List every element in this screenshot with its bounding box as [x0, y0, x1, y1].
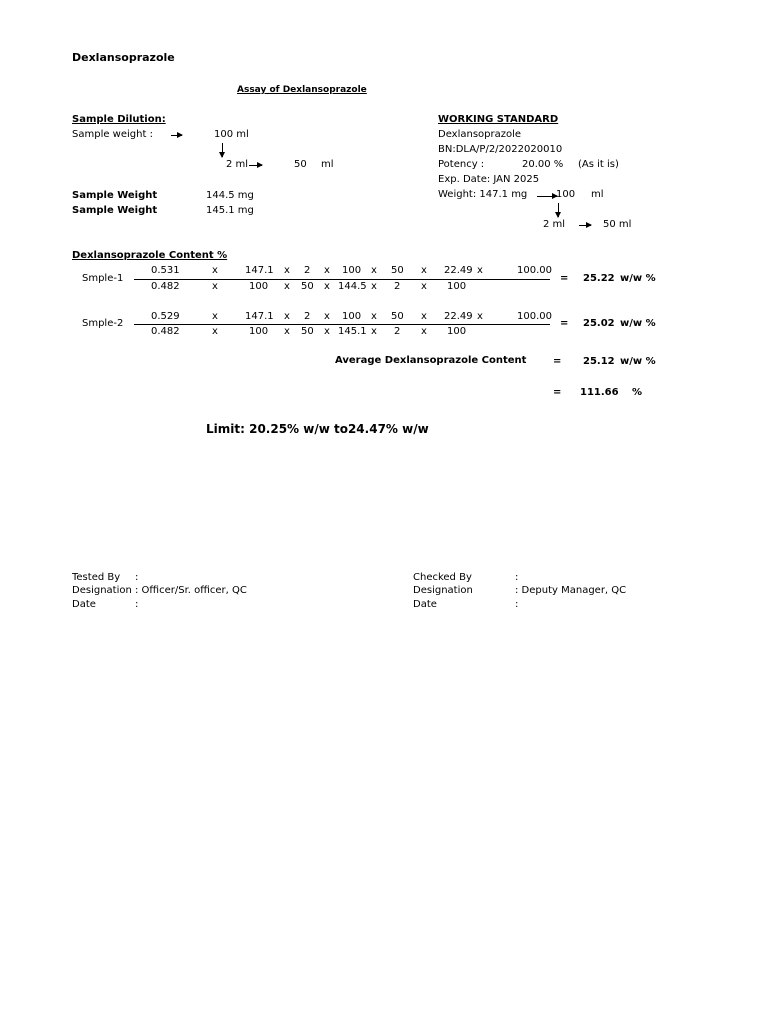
standard-final-volume: 50 ml [603, 219, 632, 230]
sample-1-denominator-term: 144.5 [338, 281, 367, 292]
sample-1-denominator-operator: x [421, 281, 427, 292]
tested-by-label: Tested By [72, 572, 121, 583]
product-name: Dexlansoprazole [72, 51, 175, 64]
sample-2-numerator-operator: x [371, 311, 377, 322]
checked-by-label: Checked By [413, 572, 472, 583]
sample-1-numerator-term: 50 [391, 265, 404, 276]
sample-2-numerator-term: 100 [342, 311, 362, 322]
working-standard-batch: BN:DLA/P/2/2022020010 [438, 144, 563, 155]
expiry-date: Exp. Date: JAN 2025 [438, 174, 540, 185]
sample-1-equals: = [560, 273, 569, 284]
sample-weight-1-value: 144.5 mg [206, 190, 254, 201]
sample-2-numerator-term: 50 [391, 311, 404, 322]
sample-2-denominator-term: 50 [301, 326, 314, 337]
sample-2-denominator-term: 100 [447, 326, 467, 337]
sample-1-numerator-operator: x [284, 265, 290, 276]
dilution-volume-2-unit: ml [321, 159, 334, 170]
sample-1-numerator-term: 22.49 [444, 265, 473, 276]
sample-weight-label: Sample weight : [72, 129, 153, 140]
tested-by-value: : [135, 572, 139, 583]
sample-weight-1-label: Sample Weight [72, 190, 158, 201]
sample-2-numerator-operator: x [284, 311, 290, 322]
arrow-right-icon [537, 196, 557, 197]
sample-1-result: 25.22 [583, 273, 615, 284]
sample-2-denominator-operator: x [324, 326, 330, 337]
sample-2-numerator-operator: x [421, 311, 427, 322]
sample-dilution-heading: Sample Dilution: [72, 114, 166, 125]
sample-2-label: Smple-2 [82, 318, 124, 329]
sample-1-numerator-term: 100.00 [517, 265, 552, 276]
sample-2-numerator-term: 147.1 [245, 311, 274, 322]
sample-2-unit: w/w % [620, 318, 656, 329]
sample-1-denominator-term: 50 [301, 281, 314, 292]
percent-equals: = [553, 387, 562, 398]
sample-1-label: Smple-1 [82, 273, 124, 284]
standard-aliquot: 2 ml [543, 219, 566, 230]
sample-1-numerator-term: 2 [304, 265, 311, 276]
sample-1-numerator-operator: x [212, 265, 218, 276]
sample-1-denominator-operator: x [371, 281, 377, 292]
sample-1-unit: w/w % [620, 273, 656, 284]
sample-2-denominator-term: 100 [249, 326, 269, 337]
fraction-bar [134, 324, 550, 325]
sample-1-denominator-term: 100 [249, 281, 269, 292]
designation-left-value: : Officer/Sr. officer, QC [135, 585, 247, 596]
percent-value: 111.66 [580, 387, 619, 398]
sample-2-denominator-operator: x [421, 326, 427, 337]
date-right-label: Date [413, 599, 437, 610]
sample-2-numerator-operator: x [212, 311, 218, 322]
standard-volume-unit: ml [591, 189, 604, 200]
working-standard-name: Dexlansoprazole [438, 129, 522, 140]
sample-2-numerator-term: 22.49 [444, 311, 473, 322]
sample-2-numerator-operator: x [477, 311, 483, 322]
sample-1-numerator-term: 0.531 [151, 265, 180, 276]
arrow-right-icon [171, 135, 182, 136]
fraction-bar [134, 279, 550, 280]
standard-weight-label: Weight: 147.1 mg [438, 189, 528, 200]
date-left-label: Date [72, 599, 96, 610]
dilution-volume-1: 100 ml [214, 129, 249, 140]
arrow-right-icon [579, 225, 591, 226]
sample-2-numerator-term: 2 [304, 311, 311, 322]
sample-1-numerator-operator: x [477, 265, 483, 276]
potency-note: (As it is) [578, 159, 619, 170]
dilution-aliquot: 2 ml [226, 159, 249, 170]
sample-2-equals: = [560, 318, 569, 329]
average-unit: w/w % [620, 356, 656, 367]
limit-statement: Limit: 20.25% w/w to24.47% w/w [206, 422, 429, 436]
dilution-volume-2-number: 50 [294, 159, 307, 170]
sample-1-denominator-term: 2 [394, 281, 401, 292]
sample-weight-2-value: 145.1 mg [206, 205, 254, 216]
sample-1-denominator-term: 0.482 [151, 281, 180, 292]
sample-2-numerator-term: 100.00 [517, 311, 552, 322]
date-right-value: : [515, 599, 519, 610]
content-heading: Dexlansoprazole Content % [72, 250, 228, 261]
designation-left-label: Designation [72, 585, 132, 596]
sample-2-denominator-term: 145.1 [338, 326, 367, 337]
sample-1-numerator-operator: x [371, 265, 377, 276]
average-label: Average Dexlansoprazole Content [335, 355, 527, 366]
sample-2-denominator-term: 0.482 [151, 326, 180, 337]
arrow-right-icon [249, 165, 262, 166]
sample-1-denominator-operator: x [212, 281, 218, 292]
sample-2-denominator-term: 2 [394, 326, 401, 337]
potency-value: 20.00 % [522, 159, 564, 170]
sample-weight-2-label: Sample Weight [72, 205, 158, 216]
average-value: 25.12 [583, 356, 615, 367]
working-standard-heading: WORKING STANDARD [438, 114, 559, 125]
sample-1-numerator-operator: x [421, 265, 427, 276]
checked-by-value: : [515, 572, 519, 583]
sample-2-denominator-operator: x [212, 326, 218, 337]
sample-1-numerator-operator: x [324, 265, 330, 276]
average-equals: = [553, 356, 562, 367]
sample-1-denominator-term: 100 [447, 281, 467, 292]
sample-1-numerator-term: 147.1 [245, 265, 274, 276]
sample-1-numerator-term: 100 [342, 265, 362, 276]
percent-unit: % [632, 387, 643, 398]
designation-right-value: : Deputy Manager, QC [515, 585, 627, 596]
sample-1-denominator-operator: x [324, 281, 330, 292]
sample-2-numerator-term: 0.529 [151, 311, 180, 322]
sample-2-result: 25.02 [583, 318, 615, 329]
potency-label: Potency : [438, 159, 485, 170]
sample-2-numerator-operator: x [324, 311, 330, 322]
standard-volume: 100 [556, 189, 576, 200]
designation-right-label: Designation [413, 585, 473, 596]
sample-2-denominator-operator: x [284, 326, 290, 337]
document-title: Assay of Dexlansoprazole [237, 85, 367, 95]
sample-1-denominator-operator: x [284, 281, 290, 292]
date-left-value: : [135, 599, 139, 610]
arrow-down-icon [222, 143, 223, 157]
arrow-down-icon [558, 203, 559, 217]
sample-2-denominator-operator: x [371, 326, 377, 337]
